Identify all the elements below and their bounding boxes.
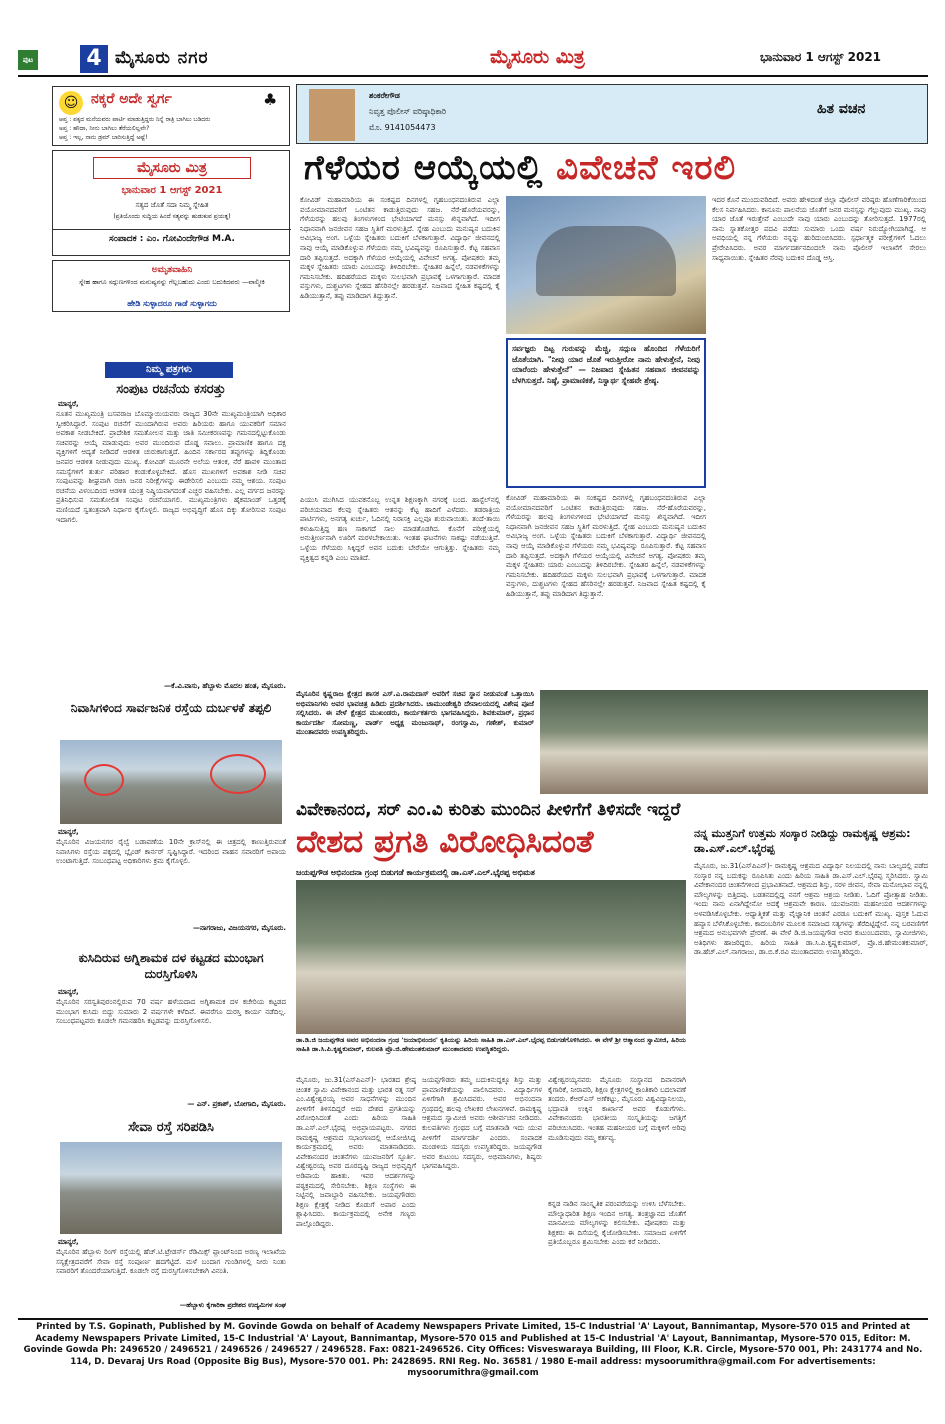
letter-body: ಮೈಸೂರಿನ ವಿಜಯನಗರ ರೈಲ್ವೆ ಬಡಾವಣೆಯ 10ನೇ ಕ್ರಾಸ್‌ನಲ್ಲಿ ಈ ಚಿತ್ರದಲ್ಲಿ ಕಾಣುತ್ತಿರುವಂತೆ ನಿವಾಸಿಗಳು ರಸ್ತೆಯ ಪಕ್ಕದಲ್ಲಿ ಬ್ಲೈಂಡ್ ಕಾರ್ನರ್ ಸೃಷ್ಟಿಸಿದ್ದಾರೆ. ಇದರಿಂದ ವಾಹನ ಸವಾರರಿಗೆ ಅಪಾಯ ಉಂಟಾಗುತ್ತಿದೆ. ಸಂಬಂಧಪಟ್ಟ ಅಧಿಕಾರಿಗಳು ಕ್ರಮ ಕೈಗೊಳ್ಳಲಿ.	[56, 838, 286, 866]
road-photo	[60, 740, 282, 824]
letter-title: ಸೇವಾ ರಸ್ತೆ ಸರಿಪಡಿಸಿ	[128, 1120, 214, 1135]
column-name: ಹಿತ ವಚನ	[817, 101, 866, 117]
lead-headline: ದೇಶದ ಪ್ರಗತಿ ವಿರೋಧಿಸಿದಂತೆ	[296, 824, 594, 860]
lead-column: ಜಯಪ್ಪಗೌಡರು ತಮ್ಮ ಬದುಕಿನುದ್ದಕ್ಕೂ ಶಿಸ್ತು ಮತ್ತು ಪ್ರಾಮಾಣಿಕತೆಯನ್ನು ಪಾಲಿಸಿದವರು. ವಿದ್ಯಾರ್ಥಿಗಳ ಏಳಿಗೆಗಾಗಿ ಶ್ರಮಿಸಿದವರು. ಅವರ ಅಭಿನಂದನಾ ಗ್ರಂಥದಲ್ಲಿ ಹಲವು ಲೇಖಕರ ಲೇಖನಗಳಿವೆ. ರಾಮಕೃಷ್ಣ ಆಶ್ರಮದ ಸ್ವಾಮೀಜಿ ಅವರು ಆಶೀರ್ವಚನ ನೀಡಿದರು. ಕುಲಪತಿಗಳು ಗ್ರಂಥದ ಬಗ್ಗೆ ಮಾತನಾಡಿ ಇದು ಯುವ ಪೀಳಿಗೆಗೆ ಮಾರ್ಗದರ್ಶಿ ಎಂದರು. ಸಂಪಾದಕ ಮಂಡಳಿಯ ಸದಸ್ಯರು ಉಪಸ್ಥಿತರಿದ್ದರು. ಜಯಪ್ಪಗೌಡ ಅವರ ಕುಟುಂಬ ಸದಸ್ಯರು, ಅಭಿಮಾನಿಗಳು, ಶಿಷ್ಯರು ಭಾಗವಹಿಸಿದ್ದರು.	[422, 1076, 542, 1171]
author-phone: ಮೊ. 9141054473	[369, 123, 436, 132]
joke-line: ಅಪ್ತ : ಹೌದಾ, ನೀನು ಬಾಗಿಲು ತೆರೆಯಲಿಲ್ಲವೇ?	[59, 125, 150, 132]
author-name: ಶಂಕರೇಗೌಡ	[369, 91, 400, 100]
side-story-title: ನನ್ನ ಮುತ್ತನಿಗೆ ಉತ್ತಮ ಸಂಸ್ಕಾರ ನೀಡಿದ್ದು ರಾಮಕೃಷ್ಣ ಆಶ್ರಮ: ಡಾ.ಎಸ್.ಎಲ್.ಭೈರಪ್ಪ	[694, 827, 911, 855]
amrutha-box	[52, 260, 290, 312]
photo-caption: ಡಾ.ಡಿ.ಜಿ ಜಯಪ್ಪಗೌಡ ಅವರ ಅಭಿನಂದನಾ ಗ್ರಂಥ 'ಜಯಾಭಿನಂದನ' ಕೃತಿಯನ್ನು ಹಿರಿಯ ಸಾಹಿತಿ ಡಾ.ಎಸ್.ಎಲ್.ಭೈರಪ್ಪ ಬಿಡುಗಡೆಗೊಳಿಸಿದರು. ಈ ವೇಳೆ ಶ್ರೀ ಆತ್ಮಾನಂದ ಸ್ವಾಮೀಜಿ, ಹಿರಿಯ ಸಾಹಿತಿ ಡಾ.ಸಿ.ಪಿ.ಕೃಷ್ಣಕುಮಾರ್, ಕುಲಪತಿ ಪ್ರೊ.ಜಿ.ಹೇಮಂತಕುಮಾರ್ ಮುಂತಾದವರು ಉಪಸ್ಥಿತರಿದ್ದರು.	[296, 1036, 686, 1053]
page-tag: ಪುಟ	[18, 50, 38, 70]
header-rule	[18, 75, 928, 77]
news-brief: ಮೈಸೂರಿನ ಕೃಷ್ಣರಾಜ ಕ್ಷೇತ್ರದ ಶಾಸಕ ಎಸ್.ಎ.ರಾಮದಾಸ್ ಅವರಿಗೆ ಸಚಿವ ಸ್ಥಾನ ನೀಡುವಂತೆ ಒತ್ತಾಯಿಸಿ ಅಭಿಮಾನಿಗಳು ಅವರ ಭಾವಚಿತ್ರ ಹಿಡಿದು ಪ್ರದರ್ಶಿಸಿದರು. ಚಾಮುಂಡೇಶ್ವರಿ ದೇವಾಲಯದಲ್ಲಿ ವಿಶೇಷ ಪೂಜೆ ಸಲ್ಲಿಸಿದರು. ಈ ವೇಳೆ ಕ್ಷೇತ್ರದ ಮುಖಂಡರು, ಕಾರ್ಯಕರ್ತರು ಭಾಗವಹಿಸಿದ್ದರು. ಶಿವಕುಮಾರ್, ಪ್ರಧಾನ ಕಾರ್ಯದರ್ಶಿ ಸೋಮಣ್ಣ, ವಾರ್ಡ್ ಅಧ್ಯಕ್ಷ ಮಂಜುನಾಥ್, ರಂಗಸ್ವಾಮಿ, ಗಣೇಶ್, ಕುಮಾರ್ ಮುಂತಾದವರು ಉಪಸ್ಥಿತರಿದ್ದರು.	[296, 690, 534, 737]
highlight-circle	[210, 754, 266, 794]
paper-info-box	[52, 150, 290, 256]
lead-kicker: ವಿವೇಕಾನಂದ, ಸರ್ ಎಂ.ವಿ ಕುರಿತು ಮುಂದಿನ ಪೀಳಿಗೆಗೆ ತಿಳಿಸದೇ ಇದ್ದರೆ	[296, 800, 681, 820]
letters-badge: ನಿಮ್ಮ ಪತ್ರಗಳು	[105, 362, 233, 378]
pull-quote	[506, 338, 706, 488]
letter-signature: —ಹೆಬ್ಬಾಳು ಕೈಗಾರಿಕಾ ಪ್ರದೇಶದ ಉದ್ಯಮಿಗಳ ಸಂಘ	[179, 1301, 286, 1309]
footer-rule	[18, 1318, 928, 1320]
paper-date: ಭಾನುವಾರ 1 ಆಗಸ್ಟ್ 2021	[121, 185, 223, 196]
lead-column: ಕನ್ನಡ ನಾಡಿನ ಸಾಂಸ್ಕೃತಿಕ ಪರಂಪರೆಯನ್ನು ಉಳಿಸಿ ಬೆಳೆಸಬೇಕು. ಮೌಲ್ಯಾಧಾರಿತ ಶಿಕ್ಷಣ ಇಂದಿನ ಅಗತ್ಯ. ತಂತ್ರಜ್ಞಾನದ ಜೊತೆಗೆ ಮಾನವೀಯ ಮೌಲ್ಯಗಳನ್ನು ಕಲಿಸಬೇಕು. ಪೋಷಕರು ಮತ್ತು ಶಿಕ್ಷಕರು ಈ ದಿಸೆಯಲ್ಲಿ ಕೈಜೋಡಿಸಬೇಕು. ಸಮಾಜದ ಏಳಿಗೆಗೆ ಪ್ರತಿಯೊಬ್ಬರೂ ಶ್ರಮಿಸಬೇಕು ಎಂದು ಕರೆ ನೀಡಿದರು.	[548, 1200, 686, 1247]
laughing-face-icon: ☺	[59, 91, 83, 115]
lead-column: ವಿಶ್ವೇಶ್ವರಯ್ಯನವರು ಮೈಸೂರು ಸಂಸ್ಥಾನದ ದಿವಾನರಾಗಿ ಕೈಗಾರಿಕೆ, ನೀರಾವರಿ, ಶಿಕ್ಷಣ ಕ್ಷೇತ್ರಗಳಲ್ಲಿ ಕ್ರಾಂತಿಕಾರಿ ಬದಲಾವಣೆ ತಂದರು. ಕೆಆರ್‌ಎಸ್ ಅಣೆಕಟ್ಟು, ಮೈಸೂರು ವಿಶ್ವವಿದ್ಯಾನಿಲಯ, ಭದ್ರಾವತಿ ಉಕ್ಕಿನ ಕಾರ್ಖಾನೆ ಅವರ ಕೊಡುಗೆಗಳು. ವಿವೇಕಾನಂದರು ಭಾರತೀಯ ಸಂಸ್ಕೃತಿಯನ್ನು ಜಗತ್ತಿಗೆ ಪರಿಚಯಿಸಿದರು. ಇಂತಹ ಮಹನೀಯರ ಬಗ್ಗೆ ಮಕ್ಕಳಿಗೆ ಅರಿವು ಮೂಡಿಸುವುದು ನಮ್ಮ ಕರ್ತವ್ಯ.	[548, 1076, 686, 1142]
highlight-circle	[84, 764, 124, 796]
road-photo	[60, 1142, 282, 1234]
letter-title: ನಿವಾಸಿಗಳಿಂದ ಸಾರ್ವಜನಿಕ ರಸ್ತೆಯ ದುರ್ಬಳಕೆ ತಪ್ಪಲಿ	[70, 701, 272, 715]
letter-salute: ಮಾನ್ಯರೆ,	[58, 400, 79, 408]
lead-column: ಮೈಸೂರು, ಜು.31(ಎಸ್‌ಪಿಎನ್)- ಭಾರತದ ಶ್ರೇಷ್ಠ ಚಿಂತಕ ಸ್ವಾಮಿ ವಿವೇಕಾನಂದ ಮತ್ತು ಭಾರತ ರತ್ನ ಸರ್ ಎಂ.ವಿಶ್ವೇಶ್ವರಯ್ಯ ಅವರ ಸಾಧನೆಗಳನ್ನು ಮುಂದಿನ ಪೀಳಿಗೆಗೆ ತಿಳಿಸದಿದ್ದರೆ ಅದು ದೇಶದ ಪ್ರಗತಿಯನ್ನು ವಿರೋಧಿಸಿದಂತೆ ಎಂದು ಹಿರಿಯ ಸಾಹಿತಿ ಡಾ.ಎಸ್.ಎಲ್.ಭೈರಪ್ಪ ಅಭಿಪ್ರಾಯಪಟ್ಟರು. ನಗರದ ರಾಮಕೃಷ್ಣ ಆಶ್ರಮದ ಸಭಾಂಗಣದಲ್ಲಿ ಆಯೋಜಿಸಿದ್ದ ಕಾರ್ಯಕ್ರಮದಲ್ಲಿ ಅವರು ಮಾತನಾಡಿದರು. ವಿವೇಕಾನಂದರ ಚಿಂತನೆಗಳು ಯುವಜನರಿಗೆ ಸ್ಫೂರ್ತಿ. ವಿಶ್ವೇಶ್ವರಯ್ಯ ಅವರ ದೂರದೃಷ್ಟಿ ರಾಜ್ಯದ ಅಭಿವೃದ್ಧಿಗೆ ಅಡಿಪಾಯ ಹಾಕಿತು. ಇವರ ಆದರ್ಶಗಳನ್ನು ಪಠ್ಯಕ್ರಮದಲ್ಲಿ ಸೇರಿಸಬೇಕು. ಶಿಕ್ಷಣ ಸಂಸ್ಥೆಗಳು ಈ ನಿಟ್ಟಿನಲ್ಲಿ ಜವಾಬ್ದಾರಿ ವಹಿಸಬೇಕು. ಜಯಪ್ಪಗೌಡರು ಶಿಕ್ಷಣ ಕ್ಷೇತ್ರಕ್ಕೆ ನೀಡಿದ ಕೊಡುಗೆ ಅಪಾರ ಎಂದು ಶ್ಲಾಘಿಸಿದರು. ಕಾರ್ಯಕ್ರಮದಲ್ಲಿ ಅನೇಕ ಗಣ್ಯರು ಪಾಲ್ಗೊಂಡಿದ್ದರು.	[296, 1076, 416, 1228]
section-name: ಮೈಸೂರು ನಗರ	[115, 48, 209, 68]
feature-column: ಇದರ ಕೊನೆ ಮುಂದುವರಿದಿದೆ. ಅವರು ಹೇಳಿದಂತೆ ಜಿಲ್ಲಾ ಪೊಲೀಸ್ ವರಿಷ್ಠರು ಹೊಣೆಗಾರಿಕೆಯಿಂದ ಕೆಲಸ ನಿರ್ವಹಿಸಿದರು. ಕಾನೂನು ಪಾಲನೆಯ ಜೊತೆಗೆ ಜನರ ಮನಸ್ಸನ್ನು ಗೆಲ್ಲುವುದು ಮುಖ್ಯ. ನಾವು ಯಾರ ಜೊತೆ ಇರುತ್ತೇವೆ ಎಂಬುದೇ ನಾವು ಯಾರು ಎಂಬುದನ್ನು ತೋರಿಸುತ್ತದೆ. 1977ರಲ್ಲಿ ನಾನು ಸ್ನಾತಕೋತ್ತರ ಪದವಿ ಪಡೆದು ಸುಮಾರು ಒಂದು ವರ್ಷ ನಿರುದ್ಯೋಗಿಯಾಗಿದ್ದೆ. ಆ ಅವಧಿಯಲ್ಲಿ ನನ್ನ ಗೆಳೆಯರು ನನ್ನನ್ನು ಹುರಿದುಂಬಿಸಿದರು. ಸ್ಪರ್ಧಾತ್ಮಕ ಪರೀಕ್ಷೆಗಳಿಗೆ ಓದಲು ಪ್ರೇರೇಪಿಸಿದರು. ಅವರ ಮಾರ್ಗದರ್ಶನದಿಂದಲೇ ನಾನು ಪೊಲೀಸ್ ಇಲಾಖೆಗೆ ಸೇರಲು ಸಾಧ್ಯವಾಯಿತು. ಸ್ನೇಹಿತರ ನೆರವು ಬದುಕಿನ ದೊಡ್ಡ ಆಸ್ತಿ.	[712, 196, 926, 262]
feature-column: ಕೋವಿಡ್ ಮಹಾಮಾರಿಯ ಈ ಸಂಕಷ್ಟದ ದಿನಗಳಲ್ಲಿ ಗೃಹಬಂಧನದಂತಿರುವ ಎಲ್ಲಾ ವಯೋಮಾನದವರಿಗೆ ಒಂಟಿತನ ಕಾಡುತ್ತಿರುವುದು ಸಹಜ. ನೆರೆ-ಹೊರೆಯವರನ್ನು, ಗೆಳೆಯರನ್ನು ಹಲವು ತಿಂಗಳುಗಳಿಂದ ಭೇಟಿಯಾಗದೆ ಮನಸ್ಸು ಖಿನ್ನವಾಗಿದೆ. ಇದೀಗ ನಿಧಾನವಾಗಿ ಜನಜೀವನ ಸಹಜ ಸ್ಥಿತಿಗೆ ಮರಳುತ್ತಿದೆ. ಸ್ನೇಹ ಎಂಬುದು ಮನುಷ್ಯನ ಬದುಕಿನ ಅವಿಭಾಜ್ಯ ಅಂಗ. ಒಳ್ಳೆಯ ಸ್ನೇಹಿತರು ಬದುಕಿಗೆ ಬೆಳಕಾಗುತ್ತಾರೆ. ವಿದ್ಯಾರ್ಥಿ ಜೀವನದಲ್ಲಿ ನಾವು ಆಯ್ಕೆ ಮಾಡಿಕೊಳ್ಳುವ ಗೆಳೆಯರು ನಮ್ಮ ಭವಿಷ್ಯವನ್ನು ರೂಪಿಸುತ್ತಾರೆ. ಕೆಟ್ಟ ಸಹವಾಸ ದಾರಿ ತಪ್ಪಿಸುತ್ತದೆ. ಅದಕ್ಕಾಗಿ ಗೆಳೆಯರ ಆಯ್ಕೆಯಲ್ಲಿ ವಿವೇಚನೆ ಅಗತ್ಯ. ಪೋಷಕರು ತಮ್ಮ ಮಕ್ಕಳ ಸ್ನೇಹಿತರು ಯಾರು ಎಂಬುದನ್ನು ತಿಳಿದಿರಬೇಕು. ಸ್ನೇಹಿತರ ಹಿನ್ನೆಲೆ, ನಡವಳಿಕೆಗಳನ್ನು ಗಮನಿಸಬೇಕು. ಹದಿಹರೆಯದ ಮಕ್ಕಳು ಸುಲಭವಾಗಿ ಪ್ರಭಾವಕ್ಕೆ ಒಳಗಾಗುತ್ತಾರೆ. ಮಾದಕ ವಸ್ತುಗಳು, ದುಶ್ಚಟಗಳು ಸ್ನೇಹದ ಹೆಸರಿನಲ್ಲೇ ಹರಡುತ್ತವೆ. ನಿಜವಾದ ಸ್ನೇಹಿತ ಕಷ್ಟದಲ್ಲಿ ಕೈ ಹಿಡಿಯುತ್ತಾನೆ, ತಪ್ಪು ಮಾಡಿದಾಗ ತಿದ್ದುತ್ತಾನೆ.	[300, 196, 500, 300]
side-story-body: ಮೈಸೂರು, ಜು.31(ಎಸ್‌ಪಿಎನ್)- ರಾಮಕೃಷ್ಣ ಆಶ್ರಮದ ವಿದ್ಯಾರ್ಥಿ ನಿಲಯದಲ್ಲಿ ನಾನು ಬಾಲ್ಯದಲ್ಲಿ ಪಡೆದ ಸಂಸ್ಕಾರ ನನ್ನ ಬದುಕನ್ನು ರೂಪಿಸಿತು ಎಂದು ಹಿರಿಯ ಸಾಹಿತಿ ಡಾ.ಎಸ್.ಎಲ್.ಭೈರಪ್ಪ ಸ್ಮರಿಸಿದರು. ಸ್ವಾಮಿ ವಿವೇಕಾನಂದರ ಚಿಂತನೆಗಳಿಂದ ಪ್ರಭಾವಿತನಾದೆ. ಆಶ್ರಮದ ಶಿಸ್ತು, ಸರಳ ಜೀವನ, ಸೇವಾ ಮನೋಭಾವ ನನ್ನಲ್ಲಿ ಮೌಲ್ಯಗಳನ್ನು ಬಿತ್ತಿದವು. ಬಡತನದಲ್ಲಿದ್ದ ನನಗೆ ಆಶ್ರಮ ಆಶ್ರಯ ನೀಡಿತು. ಓದಿಗೆ ಪ್ರೋತ್ಸಾಹ ನೀಡಿತು. ಇಂದು ನಾನು ಏನಾಗಿದ್ದೇನೋ ಅದಕ್ಕೆ ಆಶ್ರಮವೇ ಕಾರಣ. ಯುವಜನರು ಮಹನೀಯರ ಆದರ್ಶಗಳನ್ನು ಅಳವಡಿಸಿಕೊಳ್ಳಬೇಕು. ಆಧ್ಯಾತ್ಮಿಕತೆ ಮತ್ತು ವೈಜ್ಞಾನಿಕ ಚಿಂತನೆ ಎರಡೂ ಬದುಕಿಗೆ ಮುಖ್ಯ. ಪುಸ್ತಕ ಓದುವ ಹವ್ಯಾಸ ಬೆಳೆಸಿಕೊಳ್ಳಬೇಕು. ಕಾದಂಬರಿಗಳ ಮೂಲಕ ಸಮಾಜದ ಸತ್ಯಗಳನ್ನು ತೆರೆದಿಟ್ಟಿದ್ದೇನೆ. ನನ್ನ ಬರವಣಿಗೆಗೆ ಆಶ್ರಮದ ಅನುಭವಗಳೇ ಪ್ರೇರಣೆ. ಈ ವೇಳೆ ಡಿ.ಜಿ.ಜಯಪ್ಪಗೌಡ ಅವರ ಕುಟುಂಬದವರು, ಸ್ವಾಮೀಜಿಗಳು, ಅತಿಥಿಗಳು ಹಾಜರಿದ್ದರು. ಹಿರಿಯ ಸಾಹಿತಿ ಡಾ.ಸಿ.ಪಿ.ಕೃಷ್ಣಕುಮಾರ್, ಪ್ರೊ.ಜಿ.ಹೇಮಂತಕುಮಾರ್, ಡಾ.ಹೆಚ್.ಎಲ್.ನಾಗರಾಜು, ಡಾ.ಬಿ.ಕೆ.ರವಿ ಮುಂತಾದವರು ಉಪಸ್ಥಿತರಿದ್ದರು.	[694, 862, 928, 957]
book-release-photo	[296, 880, 686, 1034]
author-role: ನಿವೃತ್ತ ಪೊಲೀಸ್ ವರಿಷ್ಠಾಧಿಕಾರಿ	[369, 107, 447, 116]
headline-highlight: ವಿವೇಚನೆ ಇರಲಿ	[556, 148, 737, 188]
amrutha-saying: ಹೇಡಿ ಸುಳ್ಳಾದರೂ ಗಾಡೆ ಸುಳ್ಳಾಗದು	[127, 299, 217, 308]
headline-part: ಗೆಳೆಯರ ಆಯ್ಕೆಯಲ್ಲಿ	[304, 148, 544, 188]
feature-column: ಕೋವಿಡ್ ಮಹಾಮಾರಿಯ ಈ ಸಂಕಷ್ಟದ ದಿನಗಳಲ್ಲಿ ಗೃಹಬಂಧನದಂತಿರುವ ಎಲ್ಲಾ ವಯೋಮಾನದವರಿಗೆ ಒಂಟಿತನ ಕಾಡುತ್ತಿರುವುದು ಸಹಜ. ನೆರೆ-ಹೊರೆಯವರನ್ನು, ಗೆಳೆಯರನ್ನು ಹಲವು ತಿಂಗಳುಗಳಿಂದ ಭೇಟಿಯಾಗದೆ ಮನಸ್ಸು ಖಿನ್ನವಾಗಿದೆ. ಇದೀಗ ನಿಧಾನವಾಗಿ ಜನಜೀವನ ಸಹಜ ಸ್ಥಿತಿಗೆ ಮರಳುತ್ತಿದೆ. ಸ್ನೇಹ ಎಂಬುದು ಮನುಷ್ಯನ ಬದುಕಿನ ಅವಿಭಾಜ್ಯ ಅಂಗ. ಒಳ್ಳೆಯ ಸ್ನೇಹಿತರು ಬದುಕಿಗೆ ಬೆಳಕಾಗುತ್ತಾರೆ. ವಿದ್ಯಾರ್ಥಿ ಜೀವನದಲ್ಲಿ ನಾವು ಆಯ್ಕೆ ಮಾಡಿಕೊಳ್ಳುವ ಗೆಳೆಯರು ನಮ್ಮ ಭವಿಷ್ಯವನ್ನು ರೂಪಿಸುತ್ತಾರೆ. ಕೆಟ್ಟ ಸಹವಾಸ ದಾರಿ ತಪ್ಪಿಸುತ್ತದೆ. ಅದಕ್ಕಾಗಿ ಗೆಳೆಯರ ಆಯ್ಕೆಯಲ್ಲಿ ವಿವೇಚನೆ ಅಗತ್ಯ. ಪೋಷಕರು ತಮ್ಮ ಮಕ್ಕಳ ಸ್ನೇಹಿತರು ಯಾರು ಎಂಬುದನ್ನು ತಿಳಿದಿರಬೇಕು. ಸ್ನೇಹಿತರ ಹಿನ್ನೆಲೆ, ನಡವಳಿಕೆಗಳನ್ನು ಗಮನಿಸಬೇಕು. ಹದಿಹರೆಯದ ಮಕ್ಕಳು ಸುಲಭವಾಗಿ ಪ್ರಭಾವಕ್ಕೆ ಒಳಗಾಗುತ್ತಾರೆ. ಮಾದಕ ವಸ್ತುಗಳು, ದುಶ್ಚಟಗಳು ಸ್ನೇಹದ ಹೆಸರಿನಲ್ಲೇ ಹರಡುತ್ತವೆ. ನಿಜವಾದ ಸ್ನೇಹಿತ ಕಷ್ಟದಲ್ಲಿ ಕೈ ಹಿಡಿಯುತ್ತಾನೆ, ತಪ್ಪು ಮಾಡಿದಾಗ ತಿದ್ದುತ್ತಾನೆ.	[506, 494, 706, 598]
letter-body: ನೂತನ ಮುಖ್ಯಮಂತ್ರಿ ಬಸವರಾಜ ಬೊಮ್ಮಾಯಿಯವರು ರಾಜ್ಯದ 30ನೇ ಮುಖ್ಯಮಂತ್ರಿಯಾಗಿ ಅಧಿಕಾರ ಸ್ವೀಕರಿಸಿದ್ದಾರೆ. ಸಂಪುಟ ರಚನೆಗೆ ಮುಂದಾಗಿರುವ ಅವರು ಹಿರಿಯರು ಹಾಗೂ ಯುವಕರಿಗೆ ಸಮಾನ ಅವಕಾಶ ನೀಡಬೇಕಿದೆ. ಪ್ರಾದೇಶಿಕ ಸಮತೋಲನ ಮತ್ತು ಜಾತಿ ಸಮೀಕರಣವನ್ನು ಗಮನದಲ್ಲಿಟ್ಟುಕೊಂಡು ಸಚಿವರನ್ನು ಆಯ್ಕೆ ಮಾಡುವುದು ಅವರ ಮುಂದಿರುವ ದೊಡ್ಡ ಸವಾಲು. ಪ್ರಾಮಾಣಿಕ ಹಾಗೂ ದಕ್ಷ ವ್ಯಕ್ತಿಗಳಿಗೆ ಆದ್ಯತೆ ನೀಡಿದರೆ ಆಡಳಿತ ಚುರುಕಾಗುತ್ತದೆ. ಹಿಂದಿನ ಸರ್ಕಾರದ ತಪ್ಪುಗಳನ್ನು ತಿದ್ದಿಕೊಂಡು ಜನಪರ ಆಡಳಿತ ನೀಡುವುದು ಮುಖ್ಯ. ಕೋವಿಡ್ ಮೂರನೇ ಅಲೆಯ ಆತಂಕ, ನೆರೆ ಹಾವಳಿ ಮುಂತಾದ ಸಮಸ್ಯೆಗಳಿಗೆ ತುರ್ತು ಪರಿಹಾರ ಕಂಡುಕೊಳ್ಳಬೇಕಿದೆ. ಹೊಸ ಮುಖಗಳಿಗೆ ಅವಕಾಶ ನೀಡಿ ಸಚಿವ ಸಂಪುಟವನ್ನು ಶೀಘ್ರವಾಗಿ ರಚಿಸಿ ಜನರ ನಿರೀಕ್ಷೆಗಳನ್ನು ಈಡೇರಿಸಲಿ ಎಂಬುದು ನಮ್ಮ ಆಶಯ. ಸಂಪುಟ ರಚನೆಯ ವಿಳಂಬದಿಂದ ಆಡಳಿತ ಯಂತ್ರ ನಿಷ್ಕ್ರಿಯವಾಗದಂತೆ ಎಚ್ಚರ ವಹಿಸಬೇಕು. ಎಲ್ಲ ವರ್ಗದ ಜನರನ್ನು ಪ್ರತಿನಿಧಿಸುವ ಸಮತೋಲಿತ ಸಂಪುಟ ರಚನೆಯಾಗಲಿ. ಮುಖ್ಯಮಂತ್ರಿಗಳು ಹೈಕಮಾಂಡ್ ಒತ್ತಡಕ್ಕೆ ಮಣಿಯದೆ ಸ್ವತಂತ್ರವಾಗಿ ನಿರ್ಧಾರ ಕೈಗೊಳ್ಳಲಿ. ರಾಜ್ಯದ ಅಭಿವೃದ್ಧಿಗೆ ಹೊಸ ದಿಕ್ಕು ತೋರಿಸುವ ಸಂಪುಟ ಇದಾಗಲಿ.	[56, 410, 286, 524]
supporters-photo	[540, 690, 928, 794]
friends-silhouette	[536, 226, 676, 296]
page-number: 4	[80, 45, 108, 73]
joke-box	[52, 86, 290, 146]
letter-salute: ಮಾನ್ಯರೆ,	[58, 828, 79, 836]
editor-name: ಸಂಪಾದಕ : ಎಂ. ಗೋವಿಂದೇಗೌಡ M.A.	[53, 229, 291, 244]
joke-line: ಆಪ್ತ : ಪಕ್ಕದ ಮನೆಯವರು ಪಾರ್ಟಿ ಮಾಡುತ್ತಿದ್ದರು ನಿನ್ನೆ ರಾತ್ರಿ ಬಾಗಿಲು ಬಡಿದರು	[59, 116, 211, 123]
letter-body: ಮೈಸೂರಿನ ಹೆಬ್ಬಾಳು ರಿಂಗ್ ರಸ್ತೆಯಲ್ಲಿ ಹೆಚ್.ಟಿ.ಟ್ರೇಡರ್ಸ್ ರೆಡಿಮಿಕ್ಸ್ ಪ್ಲಾಂಟ್‌ನಿಂದ ಅರಣ್ಯ ಇಲಾಖೆಯ ಸಸ್ಯಕ್ಷೇತ್ರದವರೆಗೆ ಸೇವಾ ರಸ್ತೆ ಸಂಪೂರ್ಣ ಹದಗೆಟ್ಟಿದೆ. ಮಳೆ ಬಂದಾಗ ಗುಂಡಿಗಳಲ್ಲಿ ನೀರು ನಿಂತು ಸವಾರರಿಗೆ ತೊಂದರೆಯಾಗುತ್ತಿದೆ. ಕೂಡಲೇ ರಸ್ತೆ ದುರಸ್ತಿಗೊಳಿಸಬೇಕಾಗಿ ವಿನಂತಿ.	[56, 1248, 286, 1276]
amrutha-title: ಅಮೃತವಾಹಿನಿ	[151, 265, 193, 275]
masthead: ಮೈಸೂರು ಮಿತ್ರ	[490, 46, 585, 68]
amrutha-text: ಸ್ನೇಹ ಹಾಗೂ ಸದ್ಗುಣಗಳಿಂದ ಮನುಷ್ಯನನ್ನು ಗೆಲ್ಲಬಹುದು ಎಂದು ಬದುಕಿದವರು —ವಾಲ್ಮೀಕಿ	[79, 278, 265, 286]
paper-subline: (ಪ್ರತಿಯೊಂದು ಸುದ್ದಿಯ ಹಿಂದೆ ಸತ್ಯವನ್ನು ಹುಡುಕುವ ಪ್ರಯತ್ನ)	[113, 213, 231, 220]
author-photo	[309, 89, 355, 141]
letter-title: ಸಂಪುಟ ರಚನೆಯ ಕಸರತ್ತು	[116, 382, 226, 397]
joke-title: ನಕ್ಕರೆ ಅದೇ ಸ್ವರ್ಗ	[91, 91, 172, 107]
letter-title: ಕುಸಿದಿರುವ ಅಗ್ನಿಶಾಮಕ ದಳ ಕಟ್ಟಡದ ಮುಂಭಾಗ ದುರಸ್ತಿಗೊಳಿಸಿ	[78, 951, 264, 981]
letter-signature: —ಕೆ.ವಿ.ವಾಸು, ಹೆಬ್ಬಾಳು ಮೊದಲ ಹಂತ, ಮೈಸೂರು.	[164, 682, 286, 690]
letter-salute: ಮಾನ್ಯರೆ,	[58, 1238, 79, 1246]
feature-column: ಪಿಯುಸಿ ಮುಗಿಸಿದ ಯುವಕನೊಬ್ಬ ಉನ್ನತ ಶಿಕ್ಷಣಕ್ಕಾಗಿ ನಗರಕ್ಕೆ ಬಂದ. ಹಾಸ್ಟೆಲ್‌ನಲ್ಲಿ ಪರಿಚಯವಾದ ಕೆಲವು ಸ್ನೇಹಿತರು ಆತನನ್ನು ಕೆಟ್ಟ ಹಾದಿಗೆ ಎಳೆದರು. ತಡರಾತ್ರಿಯ ಪಾರ್ಟಿಗಳು, ಅನಗತ್ಯ ಖರ್ಚು, ಓದಿನಲ್ಲಿ ನಿರಾಸಕ್ತಿ ಎಲ್ಲವೂ ಶುರುವಾಯಿತು. ತಂದೆ-ತಾಯಿ ಕಳುಹಿಸುತ್ತಿದ್ದ ಹಣ ಸಾಕಾಗದೆ ಸಾಲ ಮಾಡತೊಡಗಿದ. ಕೊನೆಗೆ ಪರೀಕ್ಷೆಯಲ್ಲಿ ಅನುತ್ತೀರ್ಣನಾಗಿ ಊರಿಗೆ ಮರಳಬೇಕಾಯಿತು. ಇಂತಹ ಘಟನೆಗಳು ಸಾಕಷ್ಟು ನಡೆಯುತ್ತಿವೆ. ಒಳ್ಳೆಯ ಗೆಳೆಯರು ಸಿಕ್ಕಿದ್ದರೆ ಅವನ ಬದುಕು ಬೇರೆಯೇ ಆಗುತ್ತಿತ್ತು. ಸ್ನೇಹಿತರು ನಮ್ಮ ವ್ಯಕ್ತಿತ್ವದ ಕನ್ನಡಿ ಎಂಬ ಮಾತಿದೆ.	[300, 496, 500, 562]
letter-signature: —ನಾಗರಾಜು, ವಿಜಯನಗರ, ಮೈಸೂರು.	[193, 924, 286, 932]
letter-signature: — ಎನ್. ಪ್ರಕಾಶ್, ಬೋಗಾದಿ, ಮೈಸೂರು.	[187, 1100, 286, 1108]
feature-headline	[304, 148, 736, 188]
letter-salute: ಮಾನ್ಯರೆ,	[58, 988, 79, 996]
friends-photo	[506, 196, 706, 334]
cartoon-figure-icon: ♣	[263, 90, 278, 109]
letter-body: ಮೈಸೂರಿನ ಸರಸ್ವತಿಪುರಂನಲ್ಲಿರುವ 70 ವರ್ಷ ಹಳೆಯದಾದ ಅಗ್ನಿಶಾಮಕ ದಳ ಕಚೇರಿಯ ಕಟ್ಟಡದ ಮುಂಭಾಗ ಕುಸಿದು ಬಿದ್ದು ಸುಮಾರು 2 ವರ್ಷಗಳೇ ಕಳೆದಿವೆ. ಈವರೆಗೂ ದುರಸ್ತಿ ಕಾರ್ಯ ನಡೆದಿಲ್ಲ. ಸಂಬಂಧಪಟ್ಟವರು ಕೂಡಲೇ ಗಮನಹರಿಸಿ ಕಟ್ಟಡವನ್ನು ದುರಸ್ತಿಗೊಳಿಸಲಿ.	[56, 998, 286, 1026]
pull-quote-text: ಸರ್ವಜ್ಞರು ದಿಟ್ಟ ಗುರುವನ್ನು ಮೆಚ್ಚಿ, ಸದ್ಗುಣ ಹೊಂದಿದ ಗೆಳೆಯರಿಗೆ ಜೊತೆಯಾಗಿ. "ನೀವು ಯಾರ ಜೊತೆ ಇರುತ್ತೀರೋ ನಾನು ಹೇಳುತ್ತೇನೆ, ನೀವು ಯಾರೆಂದು ಹೇಳುತ್ತೇನೆ" — ನಿಜವಾದ ಸ್ನೇಹಿತನ ಸಹವಾಸ ಜೀವನವನ್ನು ಬೆಳಗಿಸುತ್ತದೆ. ನಿಷ್ಠೆ, ಪ್ರಾಮಾಣಿಕತೆ, ನಿಸ್ವಾರ್ಥ ಸ್ನೇಹವೇ ಶ್ರೇಷ್ಠ.	[512, 344, 700, 385]
lead-subheadline: ಜಯಪ್ಪಗೌಡ ಅಭಿನಂದನಾ ಗ್ರಂಥ ಬಿಡುಗಡೆ ಕಾರ್ಯಕ್ರಮದಲ್ಲಿ ಡಾ.ಎಸ್.ಎಲ್.ಭೈರಪ್ಪ ಅಭಿಮತ	[296, 868, 535, 877]
paper-name: ಮೈಸೂರು ಮಿತ್ರ	[93, 157, 251, 179]
header-date: ಭಾನುವಾರ 1 ಆಗಸ್ಟ್ 2021	[760, 50, 882, 64]
paper-tagline: ಸತ್ಯದ ಜೊತೆ ಸದಾ ನಿಮ್ಮ ಸ್ನೇಹಿತ	[135, 201, 209, 209]
imprint-footer: Printed by T.S. Gopinath, Published by M. Govinde Gowda on behalf of Academy Newspapers Private Limited, 15-C Industrial 'A' Layout, Bannimantap, Mysore-570 015 and Printed at Academy Newspapers Private Limited, 15-C Industrial 'A' Layout, Bannimantap, Mysore-570 015 and Published at 15-C Industrial 'A' Layout, Bannimantap, Mysore-570 015, Editor: M. Govinde Gowda Ph: 2496520 / 2496521 / 2496526 / 2496527 / 2496528. Fax: 0821-2496526. City Offices: Visveswaraya Building, III Floor, K.R. Circle, Mysore-570 001, Ph: 2431774 and No. 114, D. Devaraj Urs Road (Opposite Big Bus), Mysore-570 001. Ph: 2428695. RNI Reg. No. 36581 / 1980 E-mail address: mysoorumithra@gmail.com For advertisements: mysoorumithra@gmail.com	[23, 1322, 923, 1378]
author-strip	[296, 84, 928, 144]
joke-line: ಆಪ್ತ : ಇಲ್ಲ, ನಾನು ಡ್ರಮ್ ಬಾರಿಸುತ್ತಿದ್ದೆ ಅಷ್ಟೆ!	[59, 134, 148, 141]
